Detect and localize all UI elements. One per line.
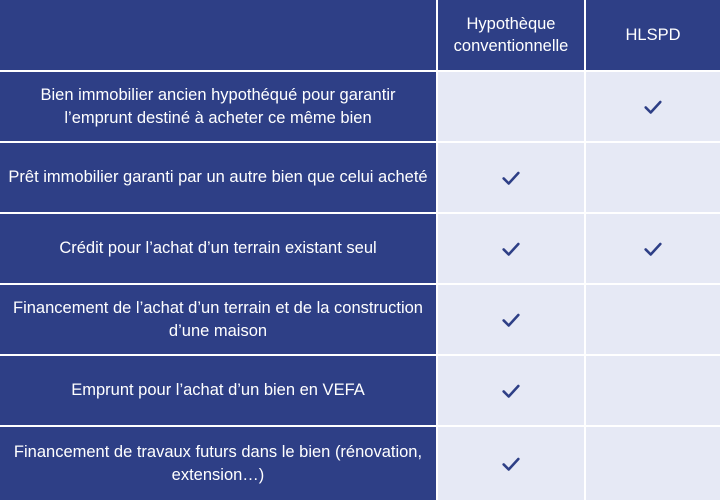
check-icon (642, 238, 664, 260)
header-hlspd: HLSPD (586, 0, 720, 72)
header-hypotheque: Hypothèque conventionnelle (438, 0, 586, 72)
check-icon (500, 238, 522, 260)
row-4-hlspd-cell (586, 285, 720, 356)
row-label-4: Financement de l’achat d’un terrain et de la construction d’une maison (0, 285, 438, 356)
row-5-hlspd-cell (586, 356, 720, 427)
check-icon (500, 167, 522, 189)
row-3-hypotheque-cell (438, 214, 586, 285)
check-icon (642, 96, 664, 118)
row-5-hypotheque-cell (438, 356, 586, 427)
row-label-3: Crédit pour l’achat d’un terrain existant seul (0, 214, 438, 285)
row-2-hlspd-cell (586, 143, 720, 214)
row-1-hlspd-cell (586, 72, 720, 143)
header-empty-cell (0, 0, 438, 72)
row-1-hypotheque-cell (438, 72, 586, 143)
row-3-hlspd-cell (586, 214, 720, 285)
row-label-2: Prêt immobilier garanti par un autre bien que celui acheté (0, 143, 438, 214)
check-icon (500, 309, 522, 331)
row-4-hypotheque-cell (438, 285, 586, 356)
row-2-hypotheque-cell (438, 143, 586, 214)
row-6-hlspd-cell (586, 427, 720, 500)
row-6-hypotheque-cell (438, 427, 586, 500)
check-icon (500, 380, 522, 402)
row-label-6: Financement de travaux futurs dans le bien (rénovation, extension…) (0, 427, 438, 500)
check-icon (500, 453, 522, 475)
row-label-5: Emprunt pour l’achat d’un bien en VEFA (0, 356, 438, 427)
row-label-1: Bien immobilier ancien hypothéqué pour garantir l’emprunt destiné à acheter ce même bien (0, 72, 438, 143)
